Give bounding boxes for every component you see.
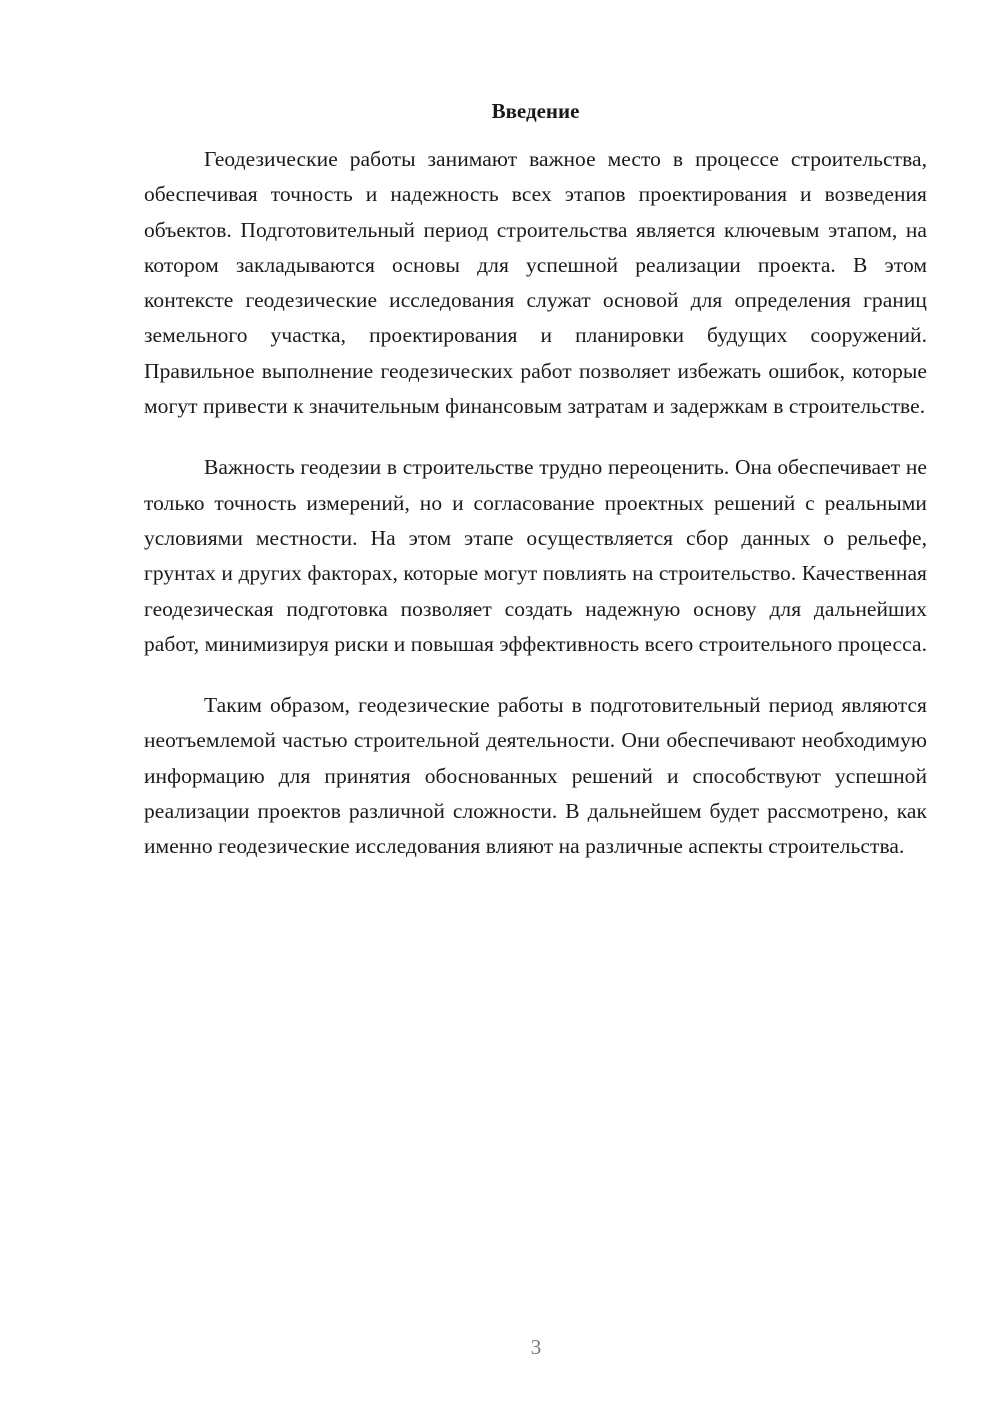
page-content — [144, 96, 927, 891]
paragraph-1: Геодезические работы занимают важное место в процессе строительства, обеспечивая точность и надежность всех этапов проектирования и возведения объектов. Подготовительный период строительства является ключевым этапом, на котором закладываются основы для успешной реализации проекта. В этом контексте геодезические исследования служат основой для определения границ земельного участка, проектирования и планировки будущих сооружений. Правильное выполнение геодезических работ позволяет избежать ошибок, которые могут привести к значительным финансовым затратам и задержкам в строительстве. — [144, 147, 927, 419]
section-title: Введение — [491, 99, 580, 123]
page-number: 3 — [530, 1335, 542, 1359]
paragraph-3: Таким образом, геодезические работы в подготовительный период являются неотъемлемой частью строительной деятельности. Они обеспечивают необходимую информацию для принятия обоснованных решений и способствуют успешной реализации проектов различной сложности. В дальнейшем будет рассмотрено, как именно геодезические исследования влияют на различные аспекты строительства. — [144, 693, 927, 859]
paragraph-2: Важность геодезии в строительстве трудно переоценить. Она обеспечивает не только точность измерений, но и согласование проектных решений с реальными условиями местности. На этом этапе осуществляется сбор данных о рельефе, грунтах и других факторах, которые могут повлиять на строительство. Качественная геодезическая подготовка позволяет создать надежную основу для дальнейших работ, минимизируя риски и повышая эффективность всего строительного процесса. — [144, 455, 928, 656]
